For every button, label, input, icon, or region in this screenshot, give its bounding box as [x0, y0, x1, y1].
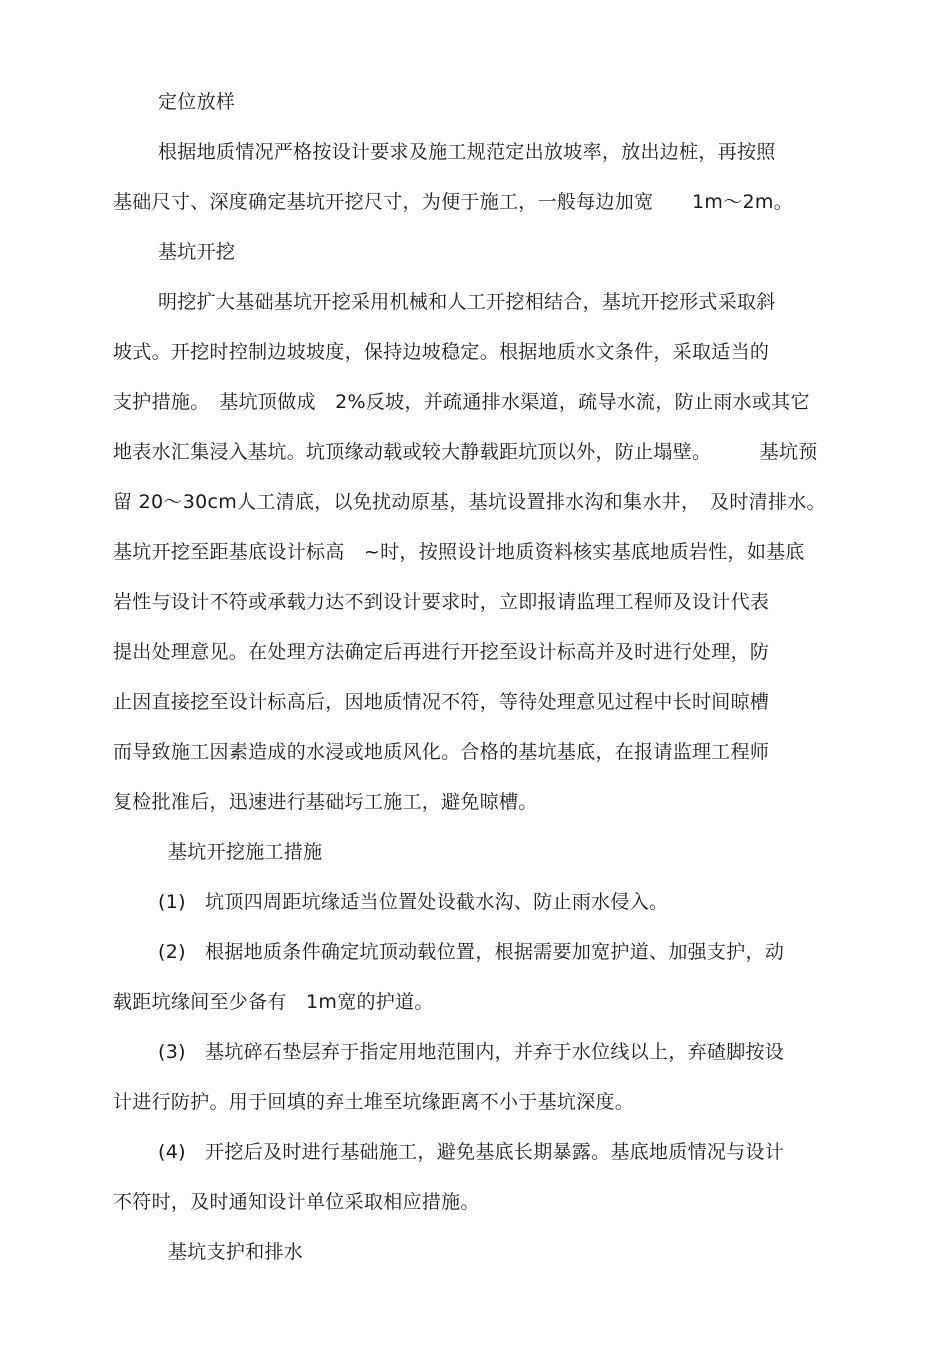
paragraph-line: 支护措施。 基坑顶做成 2%反坡，并疏通排水渠道，疏导水流，防止雨水或其它 [113, 391, 810, 413]
list-item: (4) 开挖后及时进行基础施工，避免基底长期暴露。基底地质情况与设计 [158, 1141, 785, 1163]
paragraph-line: 计进行防护。用于回填的弃土堆至坑缘距离不小于基坑深度。 [113, 1091, 635, 1113]
paragraph-line: 明挖扩大基础基坑开挖采用机械和人工开挖相结合，基坑开挖形式采取斜 [158, 291, 776, 313]
list-item: (3) 基坑碎石垫层弃于指定用地范围内，并弃于水位线以上，弃碴脚按设 [158, 1041, 785, 1063]
paragraph-line: 不符时，及时通知设计单位采取相应措施。 [113, 1191, 480, 1213]
heading-excavation-measures: 基坑开挖施工措施 [168, 841, 323, 863]
paragraph-line: 基础尺寸、深度确定基坑开挖尺寸，为便于施工，一般每边加宽 1m～2m。 [113, 191, 793, 213]
paragraph-line: 坡式。开挖时控制边坡坡度，保持边坡稳定。根据地质水文条件，采取适当的 [113, 341, 770, 363]
list-item: (1) 坑顶四周距坑缘适当位置处设截水沟、防止雨水侵入。 [158, 891, 669, 913]
paragraph-line: 岩性与设计不符或承载力达不到设计要求时，立即报请监理工程师及设计代表 [113, 591, 770, 613]
list-item: (2) 根据地质条件确定坑顶动载位置，根据需要加宽护道、加强支护，动 [158, 941, 785, 963]
paragraph-line: 复检批准后，迅速进行基础圬工施工，避免晾槽。 [113, 791, 538, 813]
paragraph-line: 而导致施工因素造成的水浸或地质风化。合格的基坑基底，在报请监理工程师 [113, 741, 770, 763]
paragraph-line: 地表水汇集浸入基坑。坑顶缘动载或较大静载距坑顶以外，防止塌壁。 基坑预 [113, 441, 818, 463]
paragraph-line: 根据地质情况严格按设计要求及施工规范定出放坡率，放出边桩，再按照 [158, 141, 776, 163]
paragraph-line: 载距坑缘间至少备有 1m宽的护道。 [113, 991, 434, 1013]
paragraph-line: 基坑开挖至距基底设计标高 ~时，按照设计地质资料核实基底地质岩性，如基底 [113, 541, 805, 563]
paragraph-line: 提出处理意见。在处理方法确定后再进行开挖至设计标高并及时进行处理，防 [113, 641, 770, 663]
heading-positioning: 定位放样 [158, 91, 236, 113]
paragraph-line: 留 20～30cm人工清底，以免扰动原基，基坑设置排水沟和集水井， 及时清排水。 [113, 491, 826, 513]
paragraph-line: 止因直接挖至设计标高后，因地质情况不符，等待处理意见过程中长时间晾槽 [113, 691, 770, 713]
heading-excavation: 基坑开挖 [158, 241, 236, 263]
heading-support-drainage: 基坑支护和排水 [168, 1241, 304, 1263]
